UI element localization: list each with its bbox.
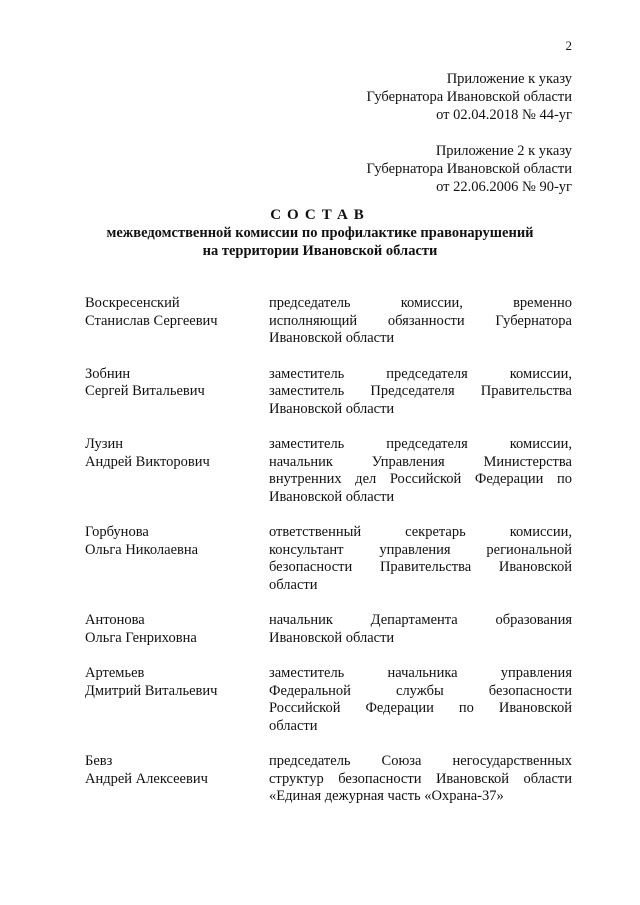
appendix-1-line-3: от 02.04.2018 № 44-уг xyxy=(436,107,572,123)
member-role-line: Российской Федерации по Ивановской xyxy=(269,700,572,716)
member-row xyxy=(85,436,572,506)
member-name xyxy=(85,753,269,806)
appendix-1-line-2: Губернатора Ивановской области xyxy=(366,89,572,105)
member-role-line: начальник Управления Министерства xyxy=(269,453,572,470)
member-row xyxy=(85,366,572,419)
member-given-name: Дмитрий Витальевич xyxy=(85,682,218,699)
member-name xyxy=(85,665,269,735)
member-row xyxy=(85,665,572,735)
appendix-2-line-2: Губернатора Ивановской области xyxy=(366,161,572,177)
document-subtitle-line-2: на территории Ивановской области xyxy=(202,243,438,259)
member-role xyxy=(269,366,572,419)
appendix-reference-2 xyxy=(367,142,572,196)
member-row xyxy=(85,524,572,594)
document-subtitle-line-1: межведомственной комиссии по профилактике правонарушений xyxy=(106,225,534,241)
member-role-line: заместитель председателя комиссии, xyxy=(269,436,572,452)
member-row xyxy=(85,295,572,348)
member-row xyxy=(85,753,572,806)
member-role-line: Федеральной службы безопасности xyxy=(269,682,572,699)
member-given-name: Андрей Алексеевич xyxy=(85,770,208,787)
member-role-line: начальник Департамента образования xyxy=(269,612,572,628)
member-surname: Артемьев xyxy=(85,665,145,681)
member-surname: Горбунова xyxy=(85,524,149,540)
member-role-line: консультант управления региональной xyxy=(269,541,572,558)
member-role-line: заместитель начальника управления xyxy=(269,665,572,681)
page-number: 2 xyxy=(565,38,572,53)
member-row xyxy=(85,612,572,647)
member-role xyxy=(269,753,572,806)
member-role-line: исполняющий обязанности Губернатора xyxy=(269,312,572,329)
appendix-1-line-1: Приложение к указу xyxy=(446,71,572,87)
member-given-name: Андрей Викторович xyxy=(85,453,210,470)
member-surname: Лузин xyxy=(85,436,123,452)
member-role-line: заместитель председателя комиссии, xyxy=(269,365,572,382)
member-role-line: «Единая дежурная часть «Охрана-37» xyxy=(269,788,504,804)
member-given-name: Ольга Николаевна xyxy=(85,541,199,558)
member-role xyxy=(269,665,572,735)
appendix-2-line-3: от 22.06.2006 № 90-уг xyxy=(436,179,572,195)
member-name xyxy=(85,436,269,506)
member-role-line: области xyxy=(269,576,318,593)
member-role xyxy=(269,295,572,348)
member-surname: Бевз xyxy=(85,753,113,769)
member-role xyxy=(269,612,572,647)
member-role-line: безопасности Правительства Ивановской xyxy=(269,559,572,575)
member-name xyxy=(85,612,269,647)
member-role-line: Ивановской области xyxy=(269,488,395,505)
member-surname: Зобнин xyxy=(85,365,131,382)
member-surname: Воскресенский xyxy=(85,295,180,311)
member-name xyxy=(85,524,269,594)
member-role-line: председатель комиссии, временно xyxy=(269,295,572,311)
member-given-name: Сергей Витальевич xyxy=(85,383,205,399)
members-list xyxy=(85,295,572,806)
member-role-line: области xyxy=(269,717,318,734)
appendix-2-line-1: Приложение 2 к указу xyxy=(435,143,572,159)
member-name xyxy=(85,366,269,419)
member-role-line: Ивановской области xyxy=(269,629,395,646)
member-role-line: ответственный секретарь комиссии, xyxy=(269,524,572,540)
appendix-reference-1 xyxy=(367,70,572,124)
member-role-line: председатель Союза негосударственных xyxy=(269,753,572,769)
document-title: СОСТАВ xyxy=(270,207,370,223)
member-role-line: внутренних дел Российской Федерации по xyxy=(269,471,572,487)
member-role-line: структур безопасности Ивановской области xyxy=(269,770,572,787)
member-role-line: Ивановской области xyxy=(269,330,395,346)
document-title-block xyxy=(0,206,640,260)
member-role xyxy=(269,436,572,506)
member-name xyxy=(85,295,269,348)
member-given-name: Станислав Сергеевич xyxy=(85,312,218,329)
member-role-line: заместитель Председателя Правительства xyxy=(269,383,572,399)
member-surname: Антонова xyxy=(85,612,145,628)
member-role xyxy=(269,524,572,594)
member-role-line: Ивановской области xyxy=(269,400,395,417)
member-given-name: Ольга Генриховна xyxy=(85,629,197,646)
